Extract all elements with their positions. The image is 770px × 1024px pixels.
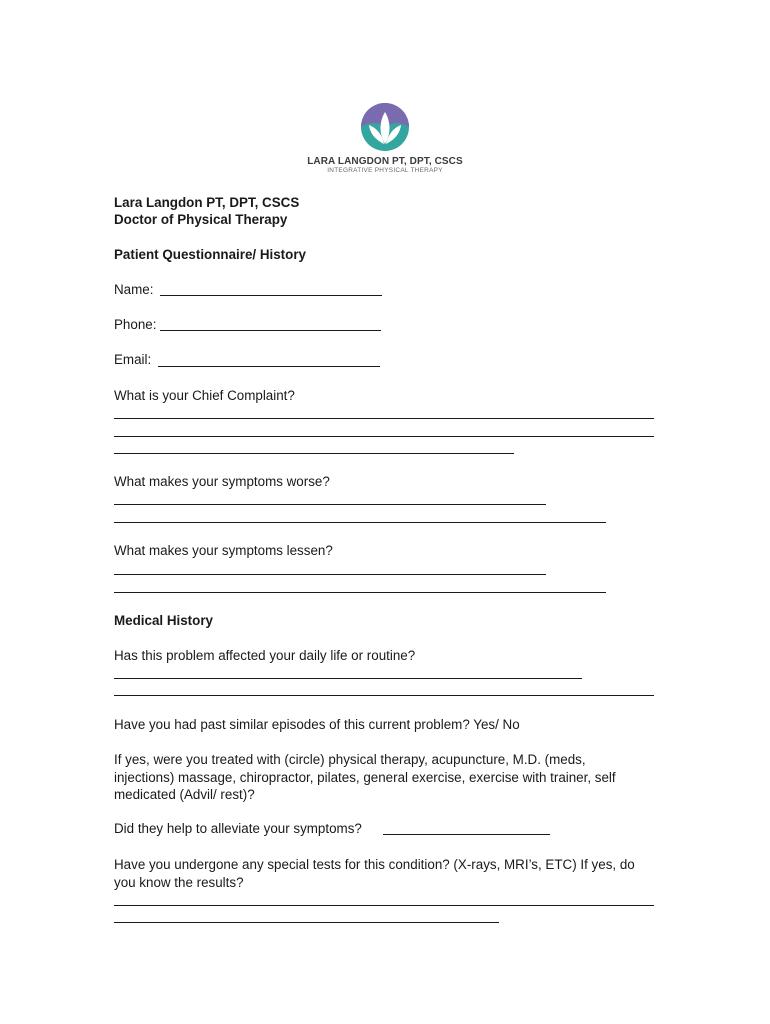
alleviate-question: Did they help to alleviate your symptoms?	[114, 821, 362, 836]
leaf-logo-icon	[360, 100, 410, 152]
phone-field[interactable]	[160, 330, 381, 331]
daily-life-line-2[interactable]	[114, 695, 654, 696]
symptoms-worse-question: What makes your symptoms worse?	[114, 474, 330, 489]
practice-logo	[305, 100, 465, 176]
symptoms-lessen-line-2[interactable]	[114, 592, 606, 593]
chief-complaint-line-2[interactable]	[114, 436, 654, 437]
practitioner-name: Lara Langdon PT, DPT, CSCS	[114, 195, 300, 210]
special-tests-line-1[interactable]	[114, 905, 654, 906]
special-tests-question-line-2: you know the results?	[114, 875, 244, 890]
symptoms-lessen-question: What makes your symptoms lessen?	[114, 543, 333, 558]
email-field[interactable]	[158, 366, 380, 367]
symptoms-worse-line-2[interactable]	[114, 522, 606, 523]
daily-life-line-1[interactable]	[114, 678, 582, 679]
chief-complaint-line-1[interactable]	[114, 418, 654, 419]
treated-question-line-1: If yes, were you treated with (circle) physical therapy, acupuncture, M.D. (meds,	[114, 752, 586, 767]
treated-question-line-2: injections) massage, chiropractor, pilates, general exercise, exercise with trainer, self	[114, 770, 616, 785]
symptoms-lessen-line-1[interactable]	[114, 574, 546, 575]
daily-life-question: Has this problem affected your daily life or routine?	[114, 648, 416, 663]
chief-complaint-question: What is your Chief Complaint?	[114, 388, 295, 403]
chief-complaint-line-3[interactable]	[114, 453, 514, 454]
logo-name: LARA LANGDON PT, DPT, CSCS	[307, 156, 463, 167]
form-title: Patient Questionnaire/ History	[114, 247, 306, 262]
special-tests-line-2[interactable]	[114, 922, 499, 923]
medical-history-heading: Medical History	[114, 613, 213, 628]
logo-subtitle: INTEGRATIVE PHYSICAL THERAPY	[327, 167, 443, 174]
symptoms-worse-line-1[interactable]	[114, 504, 546, 505]
name-field[interactable]	[160, 295, 382, 296]
name-label: Name:	[114, 282, 154, 297]
phone-label: Phone:	[114, 317, 157, 332]
alleviate-field[interactable]	[383, 834, 550, 835]
past-episodes-question: Have you had past similar episodes of this current problem? Yes/ No	[114, 717, 520, 732]
special-tests-question-line-1: Have you undergone any special tests for this condition? (X-rays, MRI’s, ETC) If yes, do	[114, 857, 635, 872]
practitioner-title: Doctor of Physical Therapy	[114, 212, 288, 227]
email-label: Email:	[114, 352, 152, 367]
treated-question-line-3: medicated (Advil/ rest)?	[114, 787, 255, 802]
